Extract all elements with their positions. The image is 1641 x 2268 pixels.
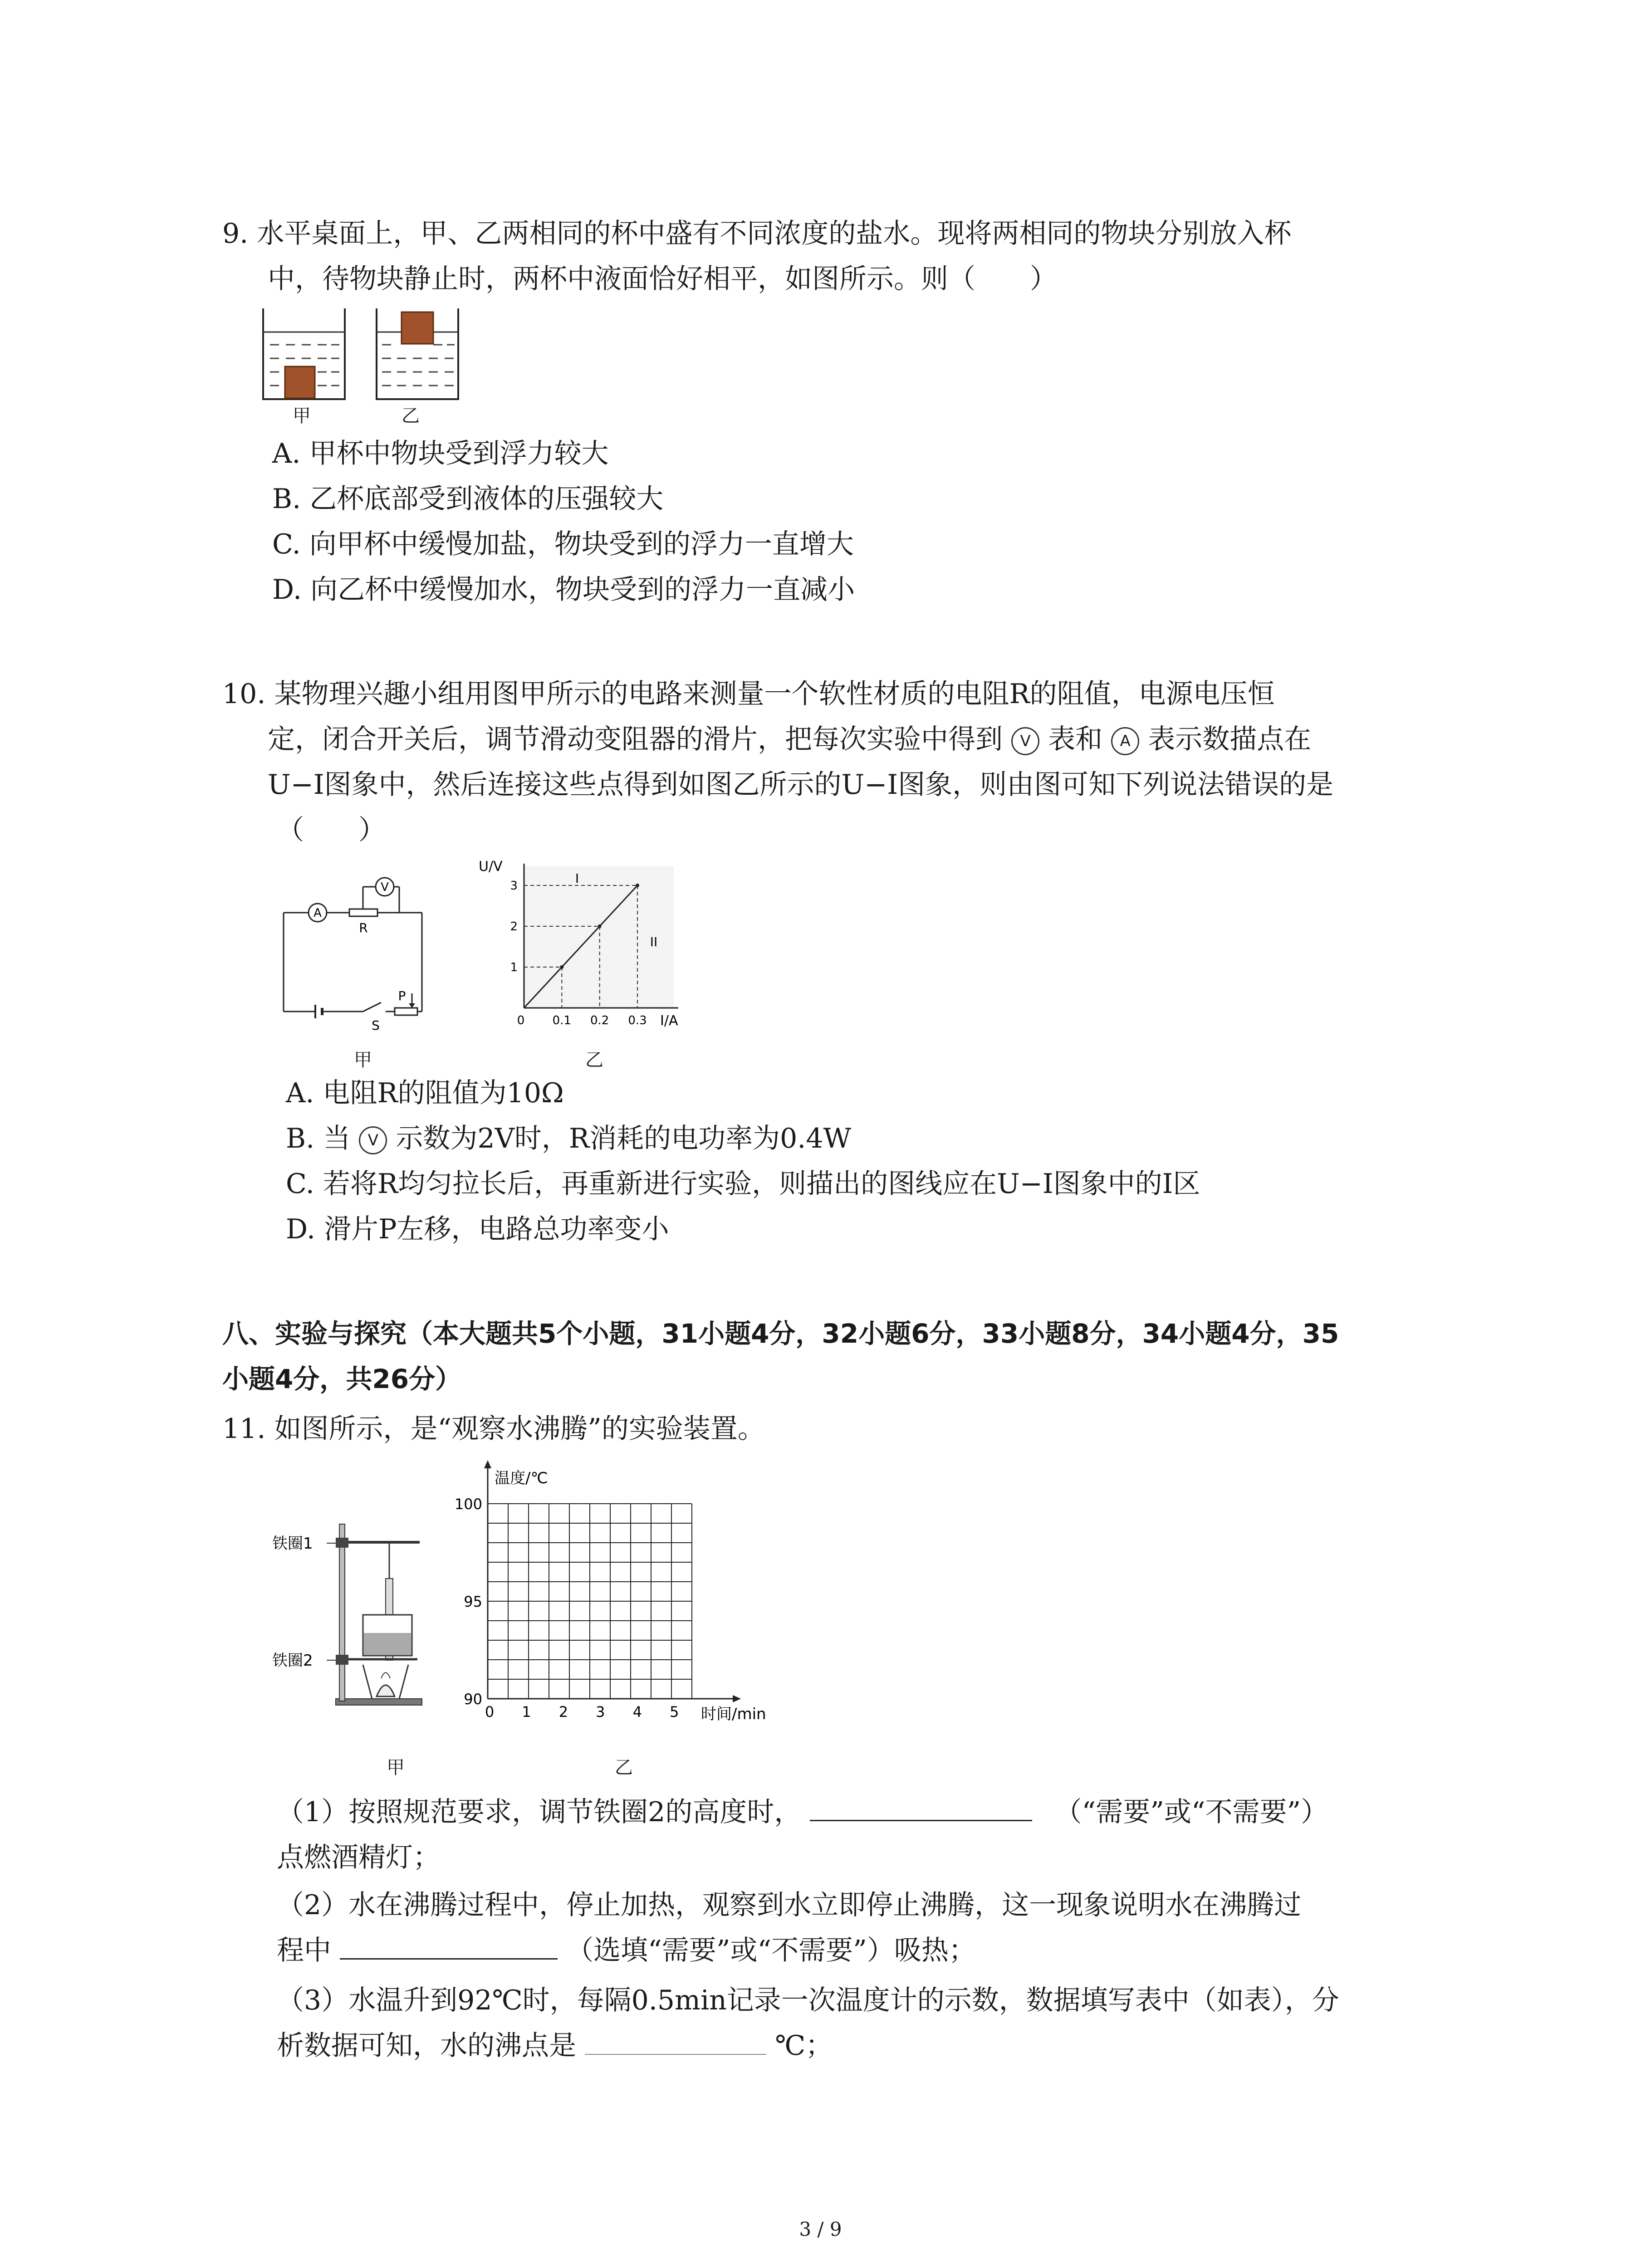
apparatus-ring1-label: 铁圈1	[272, 1535, 313, 1553]
q10-stem-line2-b: 表和	[1048, 723, 1103, 755]
q10-ui-graph	[479, 857, 692, 1039]
graph-region-2-label: II	[650, 934, 658, 949]
q11-apparatus-caption: 甲	[387, 1757, 405, 1778]
q11-temperature-grid	[447, 1458, 792, 1730]
ammeter-symbol: A	[1111, 727, 1139, 755]
q9-fig-label-yi: 乙	[402, 406, 420, 426]
q10-stem-line3: U−I图象中，然后连接这些点得到如图乙所示的U−I图象，则由图可知下列说法错误的是	[268, 769, 1334, 801]
q10-option-b-post: 示数为2V时，R消耗的电功率为0.4W	[396, 1123, 852, 1154]
page-number: 3 / 9	[799, 2218, 842, 2240]
q11-part3-line2	[277, 2023, 833, 2068]
graph-y-tick-label: 3	[510, 879, 518, 893]
q11-part1-line1	[277, 1789, 1328, 1835]
q10-circuit-caption: 甲	[354, 1050, 372, 1070]
graph-x-tick-label: 0.3	[628, 1014, 647, 1027]
grid-y-tick-label: 90	[464, 1691, 482, 1708]
q9-option-a: A. 甲杯中物块受到浮力较大	[272, 438, 609, 469]
q9-stem-line1: 9. 水平桌面上，甲、乙两相同的杯中盛有不同浓度的盐水。现将两相同的物块分别放入杯	[222, 218, 1292, 249]
q10-stem-line4: （ ）	[277, 814, 386, 846]
q10-stem-line1: 10. 某物理兴趣小组用图甲所示的电路来测量一个软性材质的电阻R的阻值，电源电压恒	[222, 678, 1275, 710]
grid-x-tick-label: 1	[522, 1703, 531, 1721]
section-8-heading-line2: 小题4分，共26分）	[222, 1364, 462, 1394]
q11-part1-text-a: （1）按照规范要求，调节铁圈2的高度时，	[277, 1796, 802, 1828]
q9-option-d: D. 向乙杯中缓慢加水，物块受到的浮力一直减小	[272, 574, 855, 606]
q11-part2-answer-blank[interactable]	[340, 1931, 558, 1960]
q11-part1-text-b: （“需要”或“不需要”）	[1054, 1796, 1328, 1828]
q11-apparatus-figure	[272, 1510, 436, 1719]
q10-option-b-pre: B. 当	[286, 1123, 351, 1154]
graph-x-tick-label: 0.1	[552, 1014, 572, 1027]
q9-option-b: B. 乙杯底部受到液体的压强较大	[272, 483, 664, 515]
grid-x-tick-label: 2	[558, 1703, 568, 1721]
apparatus-ring2-label: 铁圈2	[272, 1652, 313, 1670]
graph-data-point	[598, 924, 602, 928]
voltmeter-symbol: V	[359, 1126, 387, 1154]
q9-fig-label-jia: 甲	[293, 406, 311, 426]
q10-option-a: A. 电阻R的阻值为10Ω	[286, 1077, 564, 1109]
q11-part3-text-c: ℃；	[775, 2030, 833, 2062]
grid-x-tick-label: 4	[632, 1703, 642, 1721]
q11-part3-answer-blank[interactable]	[585, 2027, 766, 2055]
cup-yi	[377, 308, 458, 399]
q10-stem-line2-a: 定，闭合开关后，调节滑动变阻器的滑片，把每次实验中得到	[268, 723, 1003, 755]
q11-part1-answer-blank[interactable]	[810, 1793, 1032, 1821]
q11-part2-text-c: （选填“需要”或“不需要”）吸热；	[566, 1935, 976, 1966]
q11-stem: 11. 如图所示，是“观察水沸腾”的实验装置。	[222, 1413, 765, 1445]
graph-y-tick-label: 2	[510, 920, 518, 934]
graph-y-axis-label: U/V	[479, 859, 503, 875]
grid-x-axis-label: 时间/min	[701, 1705, 766, 1723]
q11-part1-line2: 点燃酒精灯；	[277, 1842, 440, 1873]
grid-y-tick-label: 100	[454, 1496, 482, 1513]
q10-option-c: C. 若将R均匀拉长后，再重新进行实验，则描出的图线应在U−I图象中的Ⅰ区	[286, 1168, 1200, 1200]
graph-region-1-label: I	[575, 871, 579, 886]
q11-part3-line1: （3）水温升到92℃时，每隔0.5min记录一次温度计的示数，数据填写表中（如表），分	[277, 1984, 1339, 2016]
section-8-heading-line1: 八、实验与探究（本大题共5个小题，31小题4分，32小题6分，33小题8分，34小题4分，35	[222, 1318, 1339, 1349]
q10-option-b	[286, 1116, 851, 1161]
graph-x-tick-label: 0.2	[590, 1014, 609, 1027]
circuit-ammeter-label: A	[314, 906, 322, 920]
cup-jia	[263, 308, 345, 399]
graph-x-axis-label: I/A	[660, 1013, 678, 1029]
q10-stem-line2	[268, 717, 1311, 762]
q9-stem-line2: 中，待物块静止时，两杯中液面恰好相平，如图所示。则（ ）	[268, 263, 1057, 295]
circuit-voltmeter-label: V	[381, 880, 389, 894]
grid-y-axis-label: 温度/℃	[495, 1469, 548, 1487]
graph-data-point	[636, 884, 639, 887]
grid-x-tick-label: 0	[485, 1703, 495, 1721]
grid-y-tick-label: 95	[464, 1593, 482, 1610]
q10-option-d: D. 滑片P左移，电路总功率变小	[286, 1213, 669, 1245]
q9-option-c: C. 向甲杯中缓慢加盐，物块受到的浮力一直增大	[272, 528, 854, 560]
grid-x-tick-label: 5	[670, 1703, 679, 1721]
q11-part2-text-b: 程中	[277, 1935, 331, 1966]
q10-circuit-diagram	[272, 862, 472, 1034]
q11-grid-caption: 乙	[615, 1757, 633, 1778]
circuit-slider-label: P	[398, 988, 406, 1003]
graph-y-tick-label: 1	[510, 961, 518, 974]
grid-x-tick-label: 3	[596, 1703, 605, 1721]
q11-part3-text-b: 析数据可知，水的沸点是	[277, 2030, 576, 2062]
q11-part2-line2	[277, 1928, 976, 1973]
q10-stem-line2-c: 表示数描点在	[1148, 723, 1312, 755]
voltmeter-symbol: V	[1011, 727, 1039, 755]
q10-graph-caption: 乙	[585, 1050, 603, 1070]
circuit-resistor-label: R	[359, 920, 368, 935]
q11-part2-line1: （2）水在沸腾过程中，停止加热，观察到水立即停止沸腾，这一现象说明水在沸腾过	[277, 1889, 1302, 1921]
circuit-switch-label: S	[372, 1018, 380, 1033]
graph-origin-label: 0	[517, 1014, 525, 1027]
graph-data-point	[560, 965, 563, 969]
q9-cups-figure	[259, 304, 467, 426]
